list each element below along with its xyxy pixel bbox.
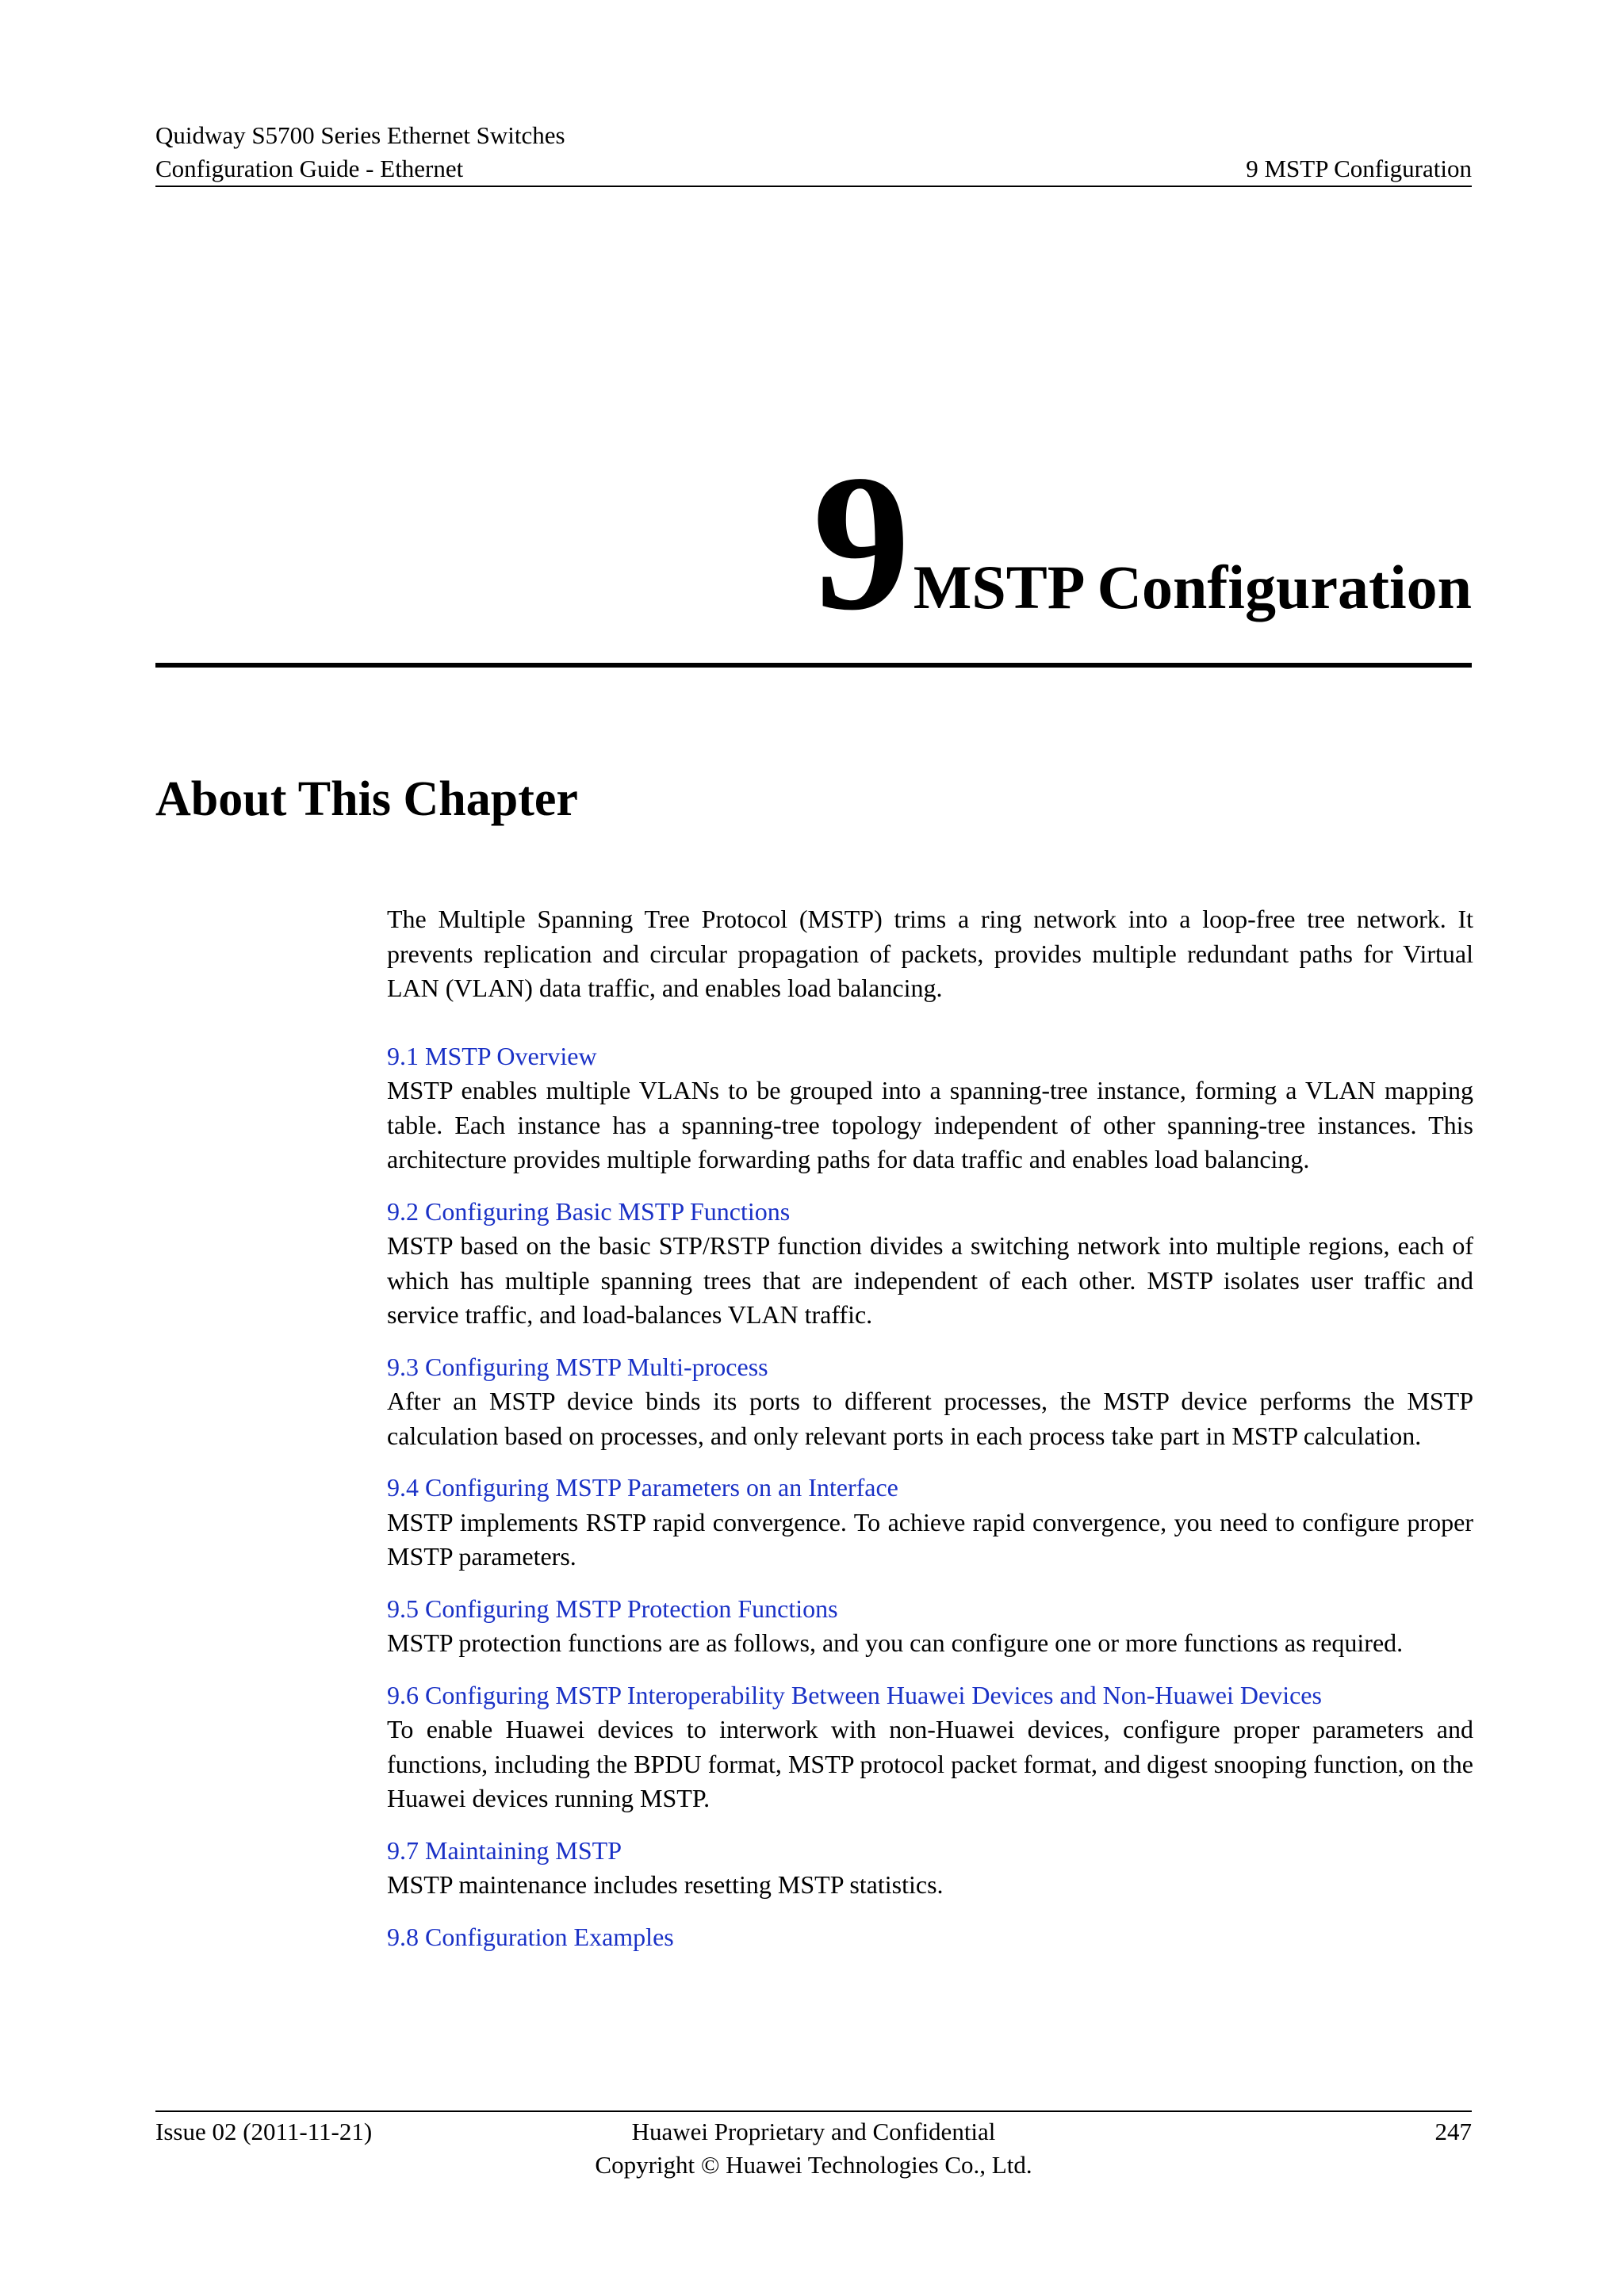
toc-link-9-4[interactable]: 9.4 Configuring MSTP Parameters on an Interface — [387, 1473, 898, 1502]
chapter-title-block — [155, 435, 1472, 668]
toc-description: To enable Huawei devices to interwork with non-Huawei devices, configure proper parameters and functions, including the BPDU format, MSTP protocol packet format, and digest snooping function, on the Huawei devices running MSTP. — [387, 1715, 1473, 1812]
chapter-body — [387, 902, 1473, 1972]
intro-paragraph: The Multiple Spanning Tree Protocol (MSTP) trims a ring network into a loop-free tree network. It prevents replication and circular propagation of packets, provides multiple redundant paths for Virtual LAN (VLAN) data traffic, and enables load balancing. — [387, 905, 1473, 1002]
toc-entry — [387, 1920, 1473, 1955]
toc-link-9-2[interactable]: 9.2 Configuring Basic MSTP Functions — [387, 1196, 791, 1226]
toc-link-9-3[interactable]: 9.3 Configuring MSTP Multi-process — [387, 1352, 768, 1381]
footer-proprietary: Huawei Proprietary and Confidential — [631, 2118, 996, 2145]
toc-link-9-6[interactable]: 9.6 Configuring MSTP Interoperability Between Huawei Devices and Non-Huawei Devices — [387, 1680, 1322, 1709]
page-number: 247 — [1434, 2118, 1472, 2145]
toc-entry — [387, 1195, 1473, 1333]
toc-entry — [387, 1471, 1473, 1575]
footer-copyright: Copyright © Huawei Technologies Co., Ltd. — [595, 2151, 1032, 2179]
page-footer — [155, 2110, 1472, 2185]
toc-entry — [387, 1834, 1473, 1903]
chapter-number: 9 — [812, 435, 910, 651]
section-heading: About This Chapter — [155, 772, 578, 826]
toc-description: After an MSTP device binds its ports to different processes, the MSTP device performs the MSTP calculation based on processes, and only relevant ports in each process take part in MSTP calculation. — [387, 1387, 1473, 1450]
footer-issue: Issue 02 (2011-11-21) — [155, 2118, 373, 2145]
toc-description: MSTP maintenance includes resetting MSTP statistics. — [387, 1870, 944, 1899]
toc-link-9-7[interactable]: 9.7 Maintaining MSTP — [387, 1835, 622, 1865]
toc-link-9-1[interactable]: 9.1 MSTP Overview — [387, 1041, 597, 1070]
toc-description: MSTP based on the basic STP/RSTP function divides a switching network into multiple regions, each of which has multiple spanning trees that are independent of each other. MSTP isolates user traffic and service traffic, and load-balances VLAN traffic. — [387, 1231, 1473, 1329]
toc-description: MSTP implements RSTP rapid convergence. To achieve rapid convergence, you need to configure proper MSTP parameters. — [387, 1507, 1473, 1571]
toc-entry — [387, 1039, 1473, 1177]
toc-link-9-8[interactable]: 9.8 Configuration Examples — [387, 1922, 674, 1951]
footer-center — [155, 2115, 1472, 2182]
toc-link-9-5[interactable]: 9.5 Configuring MSTP Protection Functions — [387, 1594, 838, 1623]
toc-entry — [387, 1678, 1473, 1816]
chapter-title — [812, 435, 1472, 651]
page-header — [155, 119, 1472, 187]
header-product: Quidway S5700 Series Ethernet Switches — [155, 121, 565, 149]
chapter-name: MSTP Configuration — [913, 553, 1472, 622]
header-guide: Configuration Guide - Ethernet — [155, 155, 464, 182]
toc-description: MSTP enables multiple VLANs to be grouped into a spanning-tree instance, forming a VLAN mapping table. Each instance has a spanning-tree topology independent of other spanning-tree instances. This architecture provides multiple forwarding paths for data traffic and enables load balancing. — [387, 1076, 1473, 1173]
toc-description: MSTP protection functions are as follows, and you can configure one or more functions as required. — [387, 1628, 1404, 1657]
header-chapter: 9 MSTP Configuration — [1246, 155, 1472, 182]
toc-entry — [387, 1350, 1473, 1454]
toc-entry — [387, 1592, 1473, 1661]
